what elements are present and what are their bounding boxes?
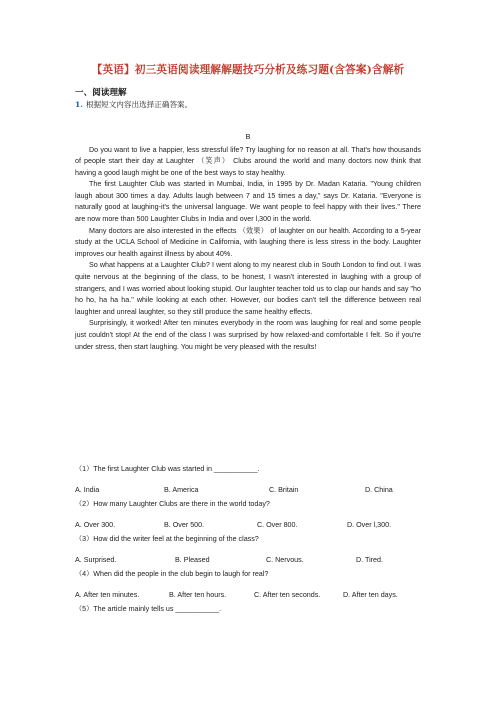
option-b[interactable]: B. After ten hours. [169, 591, 227, 599]
question-4-options [75, 591, 421, 601]
question-1-stem: （1）The first Laughter Club was started in ___________. [75, 465, 260, 473]
paragraph: So what happens at a Laughter Club? I went along to my nearest club in South London to find out. I was quite nervous at the beginning of the class, to be honest, I wasn't interested in laughing with a group of strangers, and I was worried about looking stupid. Our laughter teacher told us to clap our hands and say "ho ho ho, ha ha ha." while looking at each other. However, our bodies can't tell the difference between real laughter and unreal laughter, so they still produce the same healthy effects. [75, 261, 421, 316]
option-c[interactable]: C. Over 800. [257, 521, 298, 529]
option-d[interactable]: D. Tired. [356, 556, 383, 564]
instruction [75, 99, 192, 110]
section-heading: 一、阅读理解 [75, 88, 127, 98]
option-a[interactable]: A. Surprised. [75, 556, 117, 564]
option-c[interactable]: C. Nervous. [266, 556, 304, 564]
paragraph: Do you want to live a happier, less stressful life? Try laughing for no reason at all. That's how thousands of people start their day at Laughter （笑声） Clubs around the world and many doctors now think that having a good laugh might be one of the best ways to stay healthy. [75, 145, 421, 177]
option-b[interactable]: B. Pleased [175, 556, 210, 564]
document-title: 【英语】初三英语阅读理解解题技巧分析及练习题(含答案)含解析 [91, 64, 405, 76]
option-d[interactable]: D. After ten days. [343, 591, 398, 599]
option-c[interactable]: C. After ten seconds. [254, 591, 321, 599]
question-3-stem: （3）How did the writer feel at the beginning of the class? [75, 535, 259, 543]
option-d[interactable]: D. China [365, 486, 393, 494]
question-2-stem: （2）How many Laughter Clubs are there in the world today? [75, 500, 270, 508]
option-b[interactable]: B. America [164, 486, 199, 494]
option-d[interactable]: D. Over l,300. [347, 521, 392, 529]
question-number: 1. [75, 100, 83, 109]
option-a[interactable]: A. Over 300. [75, 521, 116, 529]
paragraph: Many doctors are also interested in the effects （效果） of laughter on our health. According to a 5-year study at the UCLA School of Medicine in California, with laughing there is less stress in the body. Laughter improves our health against illness by about 40%. [75, 226, 421, 258]
reading-passage [75, 145, 421, 354]
option-a[interactable]: A. After ten minutes. [75, 591, 140, 599]
question-5-stem: （5）The article mainly tells us ___________. [75, 605, 222, 613]
question-1-options [75, 486, 421, 496]
option-a[interactable]: A. India [75, 486, 100, 494]
question-2-options [75, 521, 421, 531]
option-c[interactable]: C. Britain [269, 486, 299, 494]
passage-label: B [245, 132, 251, 141]
paragraph: The first Laughter Club was started in Mumbai, India, in 1995 by Dr. Madan Kataria. "Young children laugh about 300 times a day. Adults laugh between 7 and 15 times a day," says Dr. Kataria. "Everyone is naturally good at laughing-it's the universal language. We want people to feel happy with their lives." There are now more than 500 Laughter Clubs in India and over l,300 in the world. [75, 180, 421, 224]
instruction-text: 根据短文内容出选择正确答案。 [85, 100, 193, 109]
question-4-stem: （4）When did the people in the club begin to laugh for real? [75, 570, 269, 578]
question-3-options [75, 556, 421, 566]
option-b[interactable]: B. Over 500. [164, 521, 205, 529]
paragraph: Surprisingly, it worked! After ten minutes everybody in the room was laughing for real and some people just couldn't stop! At the end of the class I was surprised by how relaxed-and comfortable I felt. So if you're under stress, then start laughing. You might be very pleased with the results! [75, 319, 421, 351]
